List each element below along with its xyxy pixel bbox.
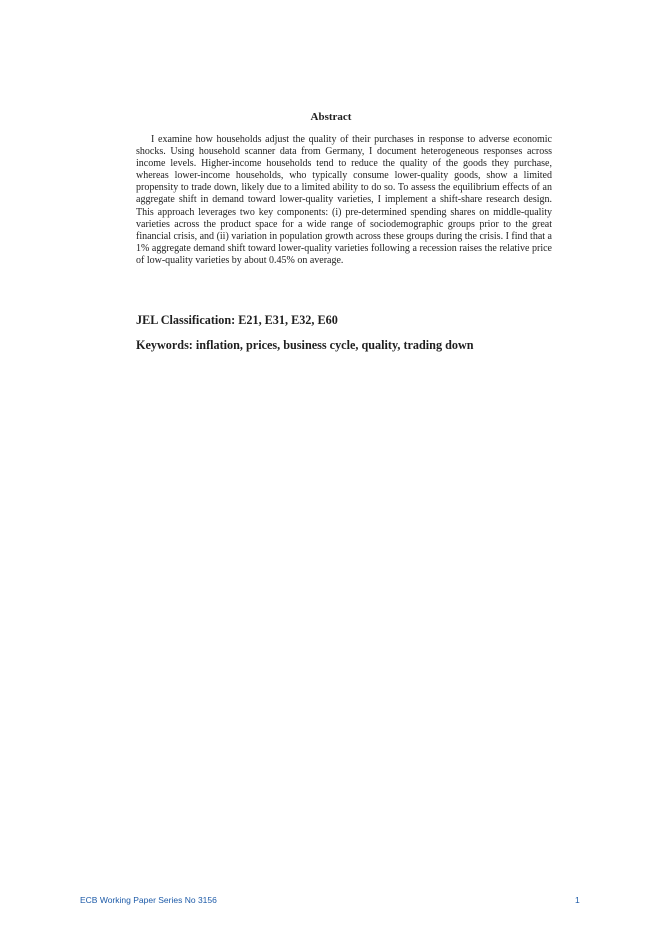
- jel-classification: JEL Classification: E21, E31, E32, E60: [136, 313, 338, 327]
- abstract-text: I examine how households adjust the quality of their purchases in response to adverse economic shocks. Using household scanner data from Germany, I document heterogeneous responses across income levels. Higher-income households tend to reduce the quality of the goods they purchase, whereas lower-income households, who typically consume lower-quality goods, show a limited propensity to trade down, likely due to a limited ability to do so. To assess the equilibrium effects of an aggregate shift in demand toward lower-quality varieties, I implement a shift-share research design. This approach leverages two key components: (i) pre-determined spending shares on middle-quality varieties across the product space for a wide range of sociodemographic groups prior to the great financial crisis, and (ii) variation in population growth across these groups during the crisis. I find that a 1% aggregate demand shift toward lower-quality varieties following a recession raises the relative price of low-quality varieties by about 0.45% on average.: [136, 134, 552, 266]
- keywords-line: Keywords: inflation, prices, business cycle, quality, trading down: [136, 338, 474, 352]
- page-number: 1: [575, 895, 580, 905]
- abstract-heading: Abstract: [310, 111, 352, 123]
- footer-series-label: ECB Working Paper Series No 3156: [80, 895, 217, 905]
